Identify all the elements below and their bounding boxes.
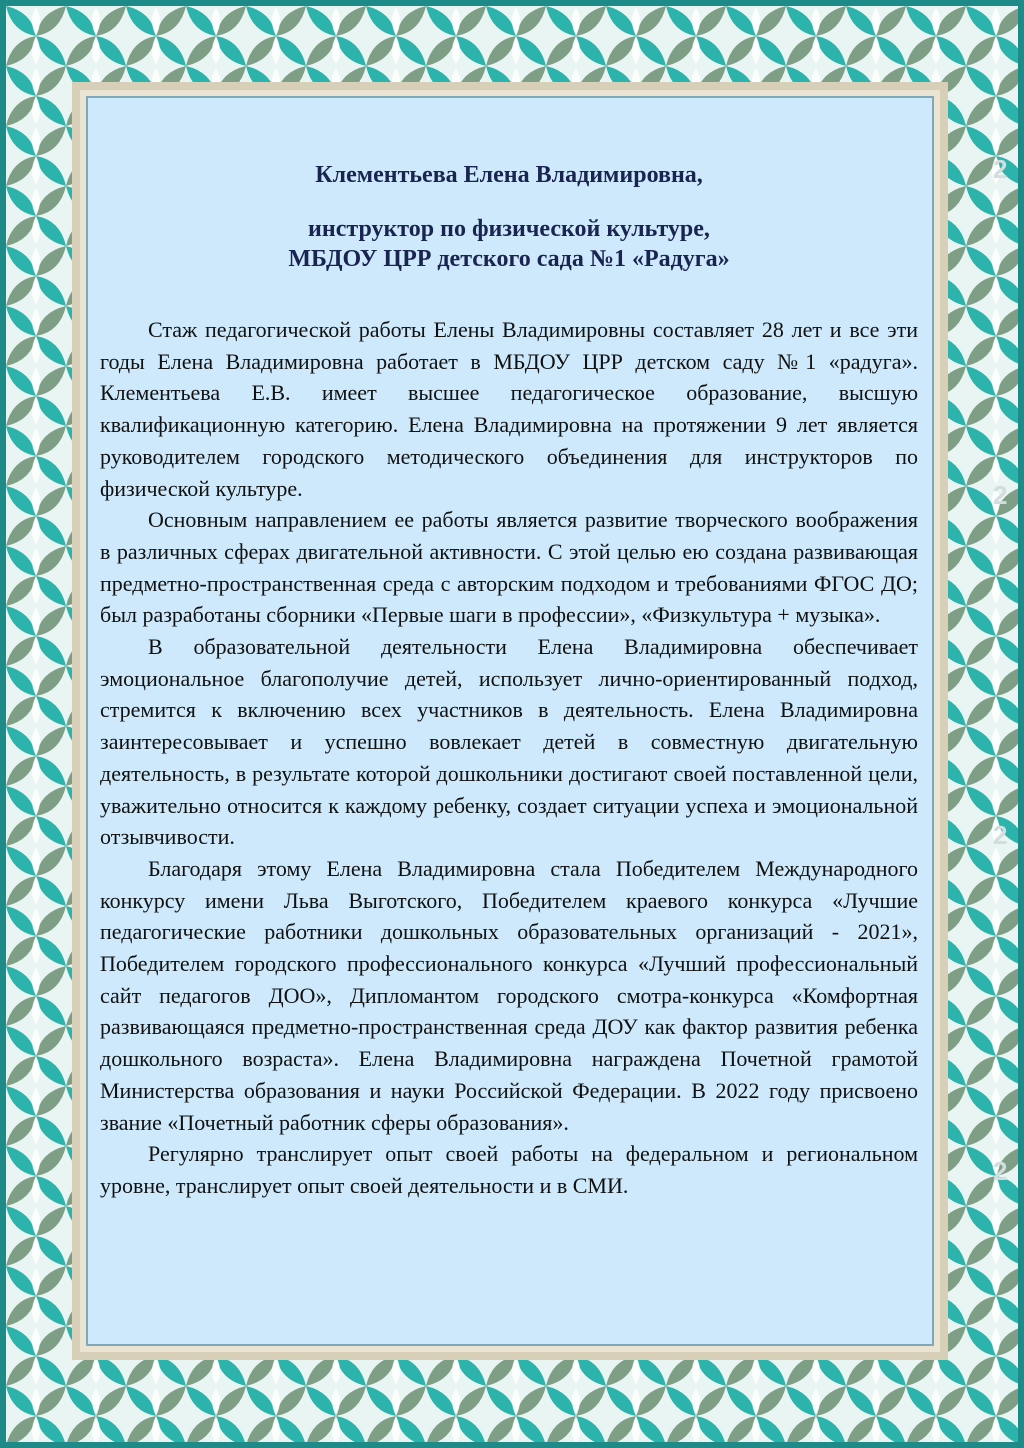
- watermark-digit: 2: [993, 1156, 1008, 1186]
- paragraph: Благодаря этому Елена Владимировна стала Победителем Международного конкурсу имени Льва Выготского, Победителем краевого конкурса «Лучшие педагогические работники дошкольных образовательных организаций - 2021», Победителем городского профессионального конкурса «Лучший профессиональный сайт педагогов ДОО», Дипломантом городского смотра-конкурса «Комфортная развивающаяся предметно-пространственная среда ДОУ как фактор развития ребенка дошкольного возраста». Елена Владимировна награждена Почетной грамотой Министерства образования и науки Российской Федерации. В 2022 году присвоено звание «Почетный работник сферы образования».: [100, 855, 918, 1135]
- person-name: Клементьева Елена Владимировна,: [315, 162, 703, 188]
- position-title: [100, 214, 918, 274]
- biography-text: [100, 314, 918, 1202]
- watermark-digit: 2: [993, 820, 1008, 850]
- document-body: [100, 160, 918, 1202]
- paragraph: Регулярно транслирует опыт своей работы на федеральном и региональном уровне, транслирует опыт своей деятельности и в СМИ.: [100, 1141, 918, 1198]
- watermark-digit: 2: [993, 154, 1008, 184]
- paragraph: В образовательной деятельности Елена Владимировна обеспечивает эмоциональное благополучие детей, использует лично-ориентированный подход, стремится к включению всех участников в деятельность. Елена Владимировна заинтересовывает и успешно вовлекает детей в совместную двигательную деятельность, в результате которой дошкольники достигают своей поставленной цели, уважительно относится к каждому ребенку, создает ситуации успеха и эмоциональной отзывчивости.: [100, 634, 918, 850]
- paragraph: Стаж педагогической работы Елены Владимировны составляет 28 лет и все эти годы Елена Владимировна работает в МБДОУ ЦРР детском саду №1 «радуга». Клементьева Е.В. имеет высшее педагогическое образование, высшую квалификационную категорию. Елена Владимировна на протяжении 9 лет является руководителем городского методического объединения для инструкторов по физической культуре.: [100, 317, 918, 501]
- organization-line: МБДОУ ЦРР детского сада №1 «Радуга»: [288, 246, 730, 272]
- watermark-digit: 2: [993, 480, 1008, 510]
- paragraph: Основным направлением ее работы является развитие творческого воображения в различных сферах двигательной активности. С этой целью ею создана развивающая предметно-пространственная среда с авторским подходом и требованиями ФГОС ДО; был разработаны сборники «Первые шаги в профессии», «Физкультура + музыка».: [100, 507, 918, 628]
- position-line: инструктор по физической культуре,: [308, 216, 710, 242]
